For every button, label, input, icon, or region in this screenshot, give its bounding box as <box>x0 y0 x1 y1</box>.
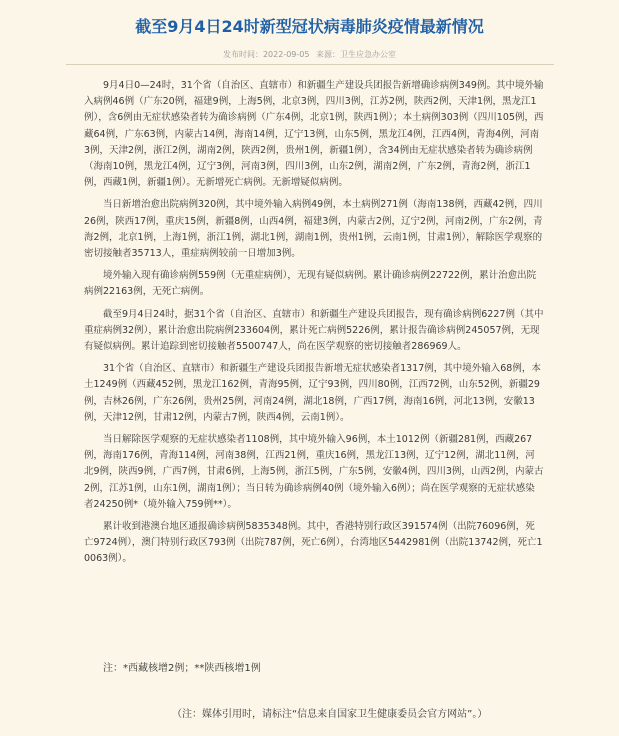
title-divider <box>66 64 554 65</box>
article-title: 截至9月4日24时新型冠状病毒肺炎疫情最新情况 <box>135 17 484 36</box>
article-note: 注：*西藏核增2例；**陕西核增1例 <box>103 663 261 674</box>
paragraph-new-cases: 9月4日0—24时，31个省（自治区、直辖市）和新疆生产建设兵团报告新增确诊病例349例。其中境外输入病例46例（广东20例，福建9例，上海5例，北京3例，四川3例，江苏2例，陕西2例，天津1例，黑龙江1例），含6例由无症状感染者转为确诊病例（广东4例，北京1例，陕西1例）；本土病例303例（四川105例，西藏64例，广东63例，内蒙古14例，海南14例，辽宁13例，山东5例，黑龙江4例，江西4例，青海4例，河南3例，天津2例，浙江2例，湖南2例，陕西2例，贵州1例，新疆1例），含34例由无症状感染者转为确诊病例（海南10例，黑龙江4例，辽宁3例，河南3例，四川3例，山东2例，湖南2例，广东2例，青海2例，浙江1例，西藏1例，新疆1例）。无新增死亡病例。无新增疑似病例。 <box>84 80 544 189</box>
paragraph-asymptomatic-released: 当日解除医学观察的无症状感染者1108例，其中境外输入96例，本土1012例（新疆281例，西藏267例，海南176例，青海114例，河南38例，江西21例，重庆16例，黑龙江13例，辽宁12例，湖北11例，河北9例，陕西9例，广西7例，甘肃6例，上海5例，浙江5例，广东5例，安徽4例，四川3例，山西2例，内蒙古2例，江苏1例，山东1例，湖南1例）；当日转为确诊病例40例（境外输入6例）；尚在医学观察的无症状感染者24250例*（境外输入759例**）。 <box>84 434 544 510</box>
article-source: 来源：卫生应急办公室 <box>316 50 397 59</box>
article-body <box>84 78 544 574</box>
paragraph-cumulative: 截至9月4日24时，据31个省（自治区、直辖市）和新疆生产建设兵团报告，现有确诊病例6227例（其中重症病例32例），累计治愈出院病例233604例，累计死亡病例5226例，累计报告确诊病例245057例，无现有疑似病例。累计追踪到密切接触者5500747人，尚在医学观察的密切接触者286969人。 <box>84 308 544 353</box>
article-footer: （注：媒体引用时，请标注“信息来自国家卫生健康委员会官方网站”。） <box>172 709 488 720</box>
paragraph-imported: 境外输入现有确诊病例559例（无重症病例），无现有疑似病例。累计确诊病例22722例，累计治愈出院病例22163例，无死亡病例。 <box>84 270 537 298</box>
paragraph-hk-macao-taiwan: 累计收到港澳台地区通报确诊病例5835348例。其中，香港特别行政区391574例（出院76096例，死亡9724例），澳门特别行政区793例（出院787例，死亡6例），台湾地区5442981例（出院13742例，死亡10063例）。 <box>84 521 543 565</box>
article-meta <box>0 49 619 60</box>
publish-time: 发布时间：2022-09-05 <box>222 50 310 59</box>
paragraph-asymptomatic: 31个省（自治区、直辖市）和新疆生产建设兵团报告新增无症状感染者1317例，其中境外输入68例，本土1249例（西藏452例，黑龙江162例，青海95例，辽宁93例，四川80例，江西72例，山东52例，新疆29例，吉林26例，广东26例，贵州25例，河南24例，湖北18例，广西17例，海南16例，河北13例，安徽13例，天津12例，甘肃12例，内蒙古7例，陕西4例，云南1例）。 <box>84 363 541 423</box>
paragraph-recovered: 当日新增治愈出院病例320例，其中境外输入病例49例，本土病例271例（海南138例，西藏42例，四川26例，陕西17例，重庆15例，新疆8例，山西4例，福建3例，内蒙古2例，辽宁2例，河南2例，广东2例，青海2例，北京1例，上海1例，浙江1例，湖北1例，湖南1例，贵州1例，云南1例，甘肃1例），解除医学观察的密切接触者35713人，重症病例较前一日增加3例。 <box>84 199 543 260</box>
